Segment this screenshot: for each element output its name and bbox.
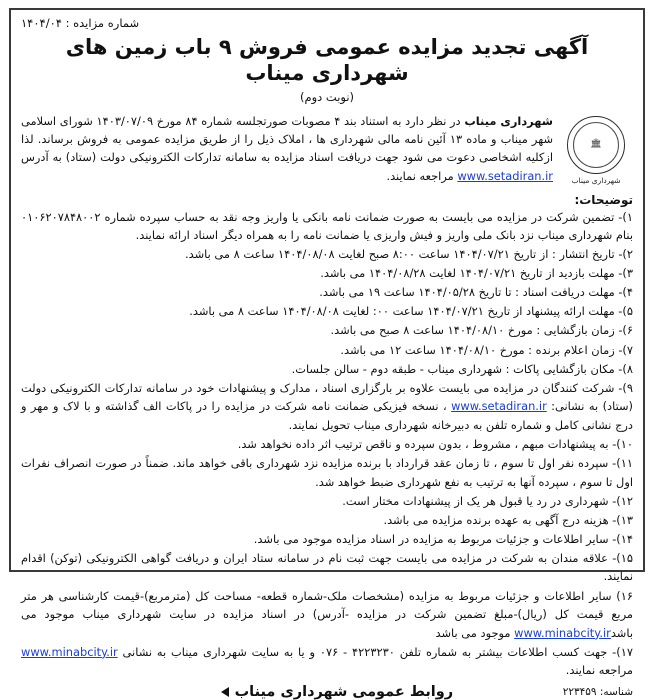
intro-block xyxy=(21,110,633,190)
list-item: ۲)- تاریخ انتشار : از تاریخ ۱۴۰۴/۰۷/۲۱ ساعت ۸:۰۰ صبح لغایت ۱۴۰۴/۰۸/۰۸ ساعت ۸ می باشد. xyxy=(185,247,633,262)
list-item-with-link xyxy=(21,379,633,435)
list-item-text: ۱۷)- جهت کسب اطلاعات بیشتر به شماره تلفن ۴۲۲۳۲۳۰ - ۰۷۶ و یا به سایت شهرداری میناب به نشانی xyxy=(117,644,633,659)
seal-caption: شهرداری میناب xyxy=(571,176,621,185)
document-frame xyxy=(9,8,645,700)
page-title: آگهی تجدید مزایده عمومی فروش ۹ باب زمین های شهرداری میناب xyxy=(65,35,589,86)
header-row xyxy=(21,16,633,30)
document-id: شناسه: ۲۲۳۴۵۹ xyxy=(562,686,633,699)
list-item: ۷)- زمان اعلام برنده : مورخ ۱۴۰۴/۰۸/۱۰ ساعت ۱۲ می باشد. xyxy=(340,342,633,357)
list-item: ۱۴)- سایر اطلاعات و جزئیات مربوط به مزایده در اسناد مزایده موجود می باشد. xyxy=(253,531,633,546)
minabcity-link-note16[interactable]: www.minabcity.ir xyxy=(514,625,611,640)
list-item: ۱۳)- هزینه درج آگهی به عهده برنده مزایده می باشد. xyxy=(383,512,633,527)
list-item-text-rest: ، نسخه فیزیکی ضمانت نامه شرکت در مزایده را در پاکات الف گذاشته و با لاک و مهر و درج نشانی کامل و شماره تلفن به دبیرخانه شهرداری میناب تحویل نمایند. xyxy=(21,399,633,432)
auction-number: شماره مزایده : ۱۴۰۴/۰۴ xyxy=(21,16,140,30)
minabcity-link-note17[interactable]: www.minabcity.ir xyxy=(21,644,118,659)
list-item-text: ۹)- شرکت کنندگان در مزایده می بایست علاوه بر بارگزاری اسناد ، مدارک و پیشنهادات خود در سامانه تدارکات الکترونیکی دولت (ستاد) به نشانی: xyxy=(21,380,633,414)
notes-heading: توضیحات: xyxy=(574,192,633,207)
intro-paragraph xyxy=(21,110,553,186)
notes-list xyxy=(21,208,633,681)
signature-block xyxy=(111,684,563,700)
list-item: ۱۲)- شهرداری در رد یا قبول هر یک از پیشنهادات مختار است. xyxy=(342,493,633,508)
title-block xyxy=(21,34,633,87)
intro-body-after: مراجعه نمایند. xyxy=(386,168,458,183)
list-item: ۸)- مکان بازگشایی پاکات : شهرداری میناب - طبقه دوم - سالن جلسات. xyxy=(291,361,633,376)
list-item-text: ۱۶) سایر اطلاعات و جزئیات مربوط به مزایده (مشخصات ملک-شماره قطعه- مساحت کل (مترمربع)-قیمت کارشناسی هر متر مربع قیمت کل (ریال)-مبلغ تضمین شرکت در مزایده -آدرس) در اسناد مزایده در سایت شهرداری میناب موجود می باشد xyxy=(21,588,633,640)
list-item: ۶)- زمان بازگشایی : مورخ ۱۴۰۴/۰۸/۱۰ ساعت ۸ صبح می باشد. xyxy=(330,323,633,338)
setadiran-link[interactable]: www.setadiran.ir xyxy=(457,168,553,183)
list-item: ۳)- مهلت بازدید از تاریخ ۱۴۰۴/۰۷/۲۱ لغایت ۱۴۰۴/۰۸/۲۸ می باشد. xyxy=(320,266,633,281)
list-item-with-link xyxy=(21,643,633,680)
signature-text: روابط عمومی شهرداری میناب xyxy=(234,684,454,700)
list-item: ۱۵)- علاقه مندان به شرکت در مزایده می بایست جهت ثبت نام در سامانه ستاد ایران و دریافت گواهی الکترونیکی (توکن) اقدام نمایند. xyxy=(21,550,633,584)
seal-inner-text: 🏛 xyxy=(573,122,619,168)
list-item-with-link xyxy=(21,587,633,643)
triangle-bullet-icon xyxy=(221,687,229,697)
list-item-text-rest: موجود می باشد xyxy=(435,625,515,640)
footer-row xyxy=(21,680,633,700)
list-item: ۱)- تضمین شرکت در مزایده می بایست به صورت ضمانت نامه بانکی یا واریز وجه نقد به حساب سپرده شماره ۰۱۰۶۲۰۷۸۴۸۰۰۲ بنام شهرداری میناب نزد بانک ملی واریز و فیش واریزی یا ضمانت نامه را به همراه دیگر اسناد ارائه نمایند. xyxy=(21,209,633,243)
seal-circle-icon xyxy=(567,116,625,174)
setadiran-link-note9[interactable]: www.setadiran.ir xyxy=(451,399,547,414)
list-item: ۵)- مهلت ارائه پیشنهاد از تاریخ ۱۴۰۴/۰۷/۲۱ ساعت ۰۰: لغایت ۱۴۰۴/۰۸/۰۸ ساعت ۸ می باشد. xyxy=(189,304,633,319)
municipality-seal xyxy=(559,112,633,190)
list-item: ۱۰)- به پیشنهادات مبهم ، مشروط ، بدون سپرده و ناقص ترتیب اثر داده نخواهد شد. xyxy=(237,436,633,451)
list-item-text-rest: مراجعه نمایند. xyxy=(565,663,633,678)
intro-body: در نظر دارد به استناد بند ۴ مصوبات صورتجلسه شماره ۸۴ مورخ ۱۴۰۳/۰۷/۰۹ شورای اسلامی شهر میناب و ماده ۱۳ آئین نامه مالی شهرداری ها ، املاک ذیل را از طریق مزایده عمومی به فروش برساند. لذا ازکلیه اشخاصی دعوت می شود جهت دریافت اسناد مزایده به سامانه تدارکات الکترونیکی دولت (ستاد) به آدرس xyxy=(21,113,553,165)
round-note: (نوبت دوم) xyxy=(299,89,355,104)
list-item: ۱۱)- سپرده نفر اول تا سوم ، تا زمان عقد قرارداد با برنده مزایده نزد شهرداری باقی خواهد ماند. ضمناً در صورت انصراف نفرات اول تا سوم ، سپرده آنها به ترتیب به نفع شهرداری ضبط خواهد شد. xyxy=(21,456,633,489)
list-item: ۴)- مهلت دریافت اسناد : تا تاریخ ۱۴۰۴/۰۵/۲۸ ساعت ۱۹ می باشد. xyxy=(319,285,633,300)
organization-name: شهرداری میناب xyxy=(464,113,553,128)
